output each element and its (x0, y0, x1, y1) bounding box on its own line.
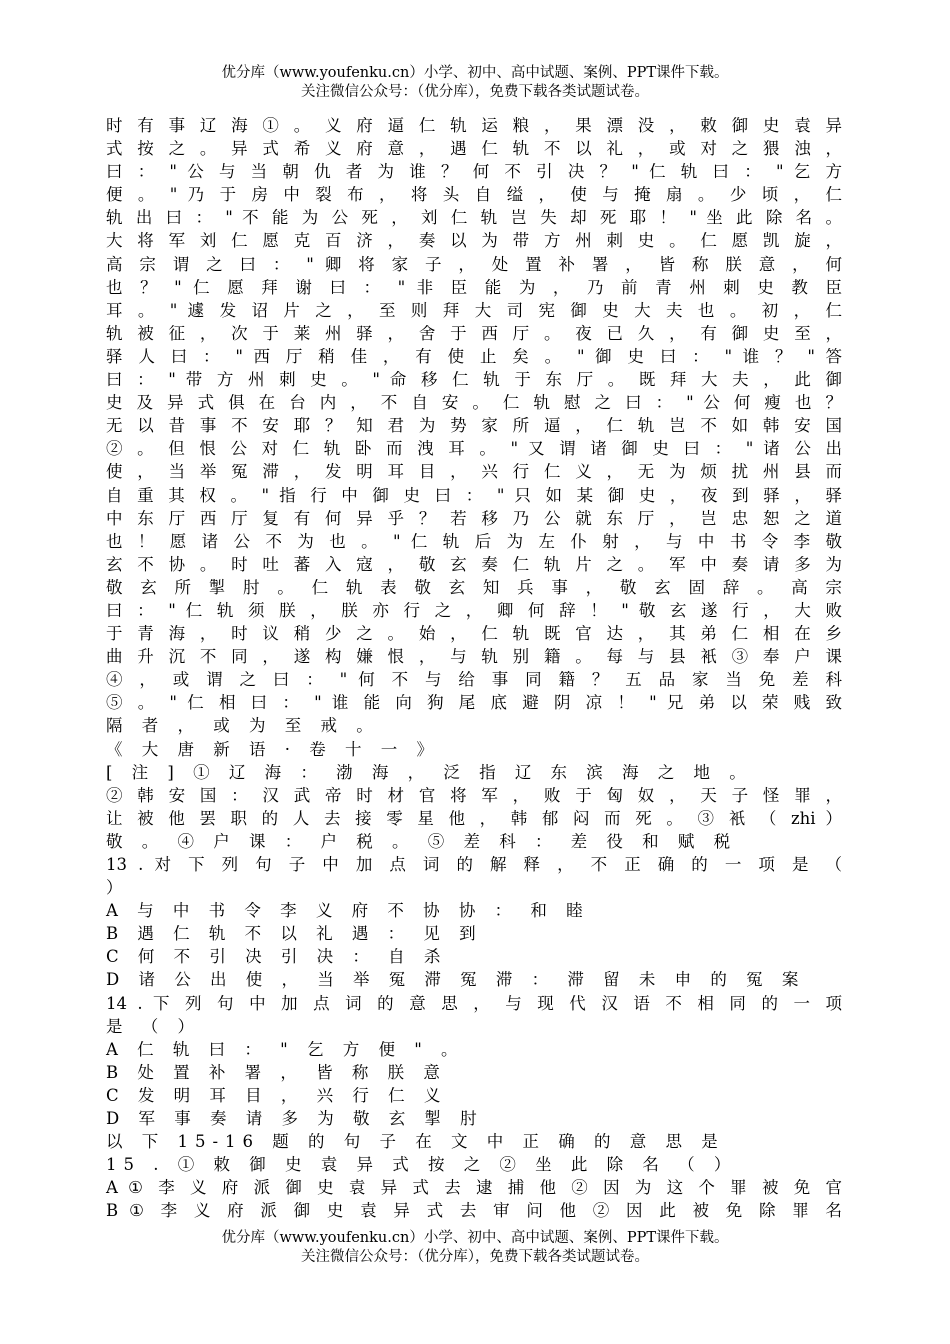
text-line: 曰 ： " 仁 轨 须 朕 ， 朕 亦 行 之 ， 卿 何 辞 ！ " 敬 玄 遂 行 ， 大 败 (106, 600, 842, 620)
text-line: 高 宗 谓 之 曰 ： " 卿 将 家 子 ， 处 置 补 署 ， 皆 称 朕 意 ， 何 (106, 254, 842, 274)
text-line: 自 重 其 权 。 " 指 行 中 御 史 曰 ： " 只 如 某 御 史 ， 夜 到 驿 ， 驿 (106, 485, 842, 505)
text-line: A 仁 轨 曰 ： " 乞 方 便 " 。 (106, 1039, 465, 1059)
text-line: ④ ， 或 谓 之 曰 ： " 何 不 与 给 事 同 籍 ？ 五 品 家 当 免 差 科 (106, 670, 842, 690)
text-line: ② 韩 安 国 ： 汉 武 帝 时 材 官 将 军 ， 败 于 匈 奴 ， 天 子 怪 罪 ， (106, 785, 842, 805)
text-line: C 发 明 耳 目 ， 兴 行 仁 义 (106, 1085, 448, 1105)
page-footer (0, 1229, 950, 1267)
text-line: B ① 李 义 府 派 御 史 袁 异 式 去 审 问 他 ② 因 此 被 免 除 罪 名 (106, 1201, 842, 1221)
text-line: ） (106, 878, 130, 898)
text-line: 耳 。 " 遽 发 诏 片 之 ， 至 则 拜 大 司 宪 御 史 大 夫 也 。 初 ， 仁 (106, 300, 842, 320)
text-line: 驿 人 曰 ： " 西 厅 稍 佳 ， 有 使 止 矣 。 " 御 史 曰 ： " 谁 ？ " 答 (106, 346, 843, 366)
text-line: 也 ？ " 仁 愿 拜 谢 曰 ： " 非 臣 能 为 ， 乃 前 青 州 刺 史 教 臣 (106, 277, 842, 297)
text-line: B 处 置 补 署 ， 皆 称 朕 意 (106, 1062, 447, 1082)
text-line: 于 青 海 ， 时 议 稍 少 之 。 始 ， 仁 轨 既 官 达 ， 其 弟 仁 相 在 乡 (106, 624, 842, 644)
text-line: 轨 被 征 ， 次 于 莱 州 驿 ， 舍 于 西 厅 。 夜 已 久 ， 有 御 史 至 ， (106, 323, 842, 343)
text-line: 大 将 军 刘 仁 愿 克 百 济 ， 奏 以 为 带 方 州 刺 史 。 仁 愿 凯 旋 ， (106, 231, 842, 251)
text-line: ⑤ 。 " 仁 相 曰 ： " 谁 能 向 狗 尾 底 避 阴 凉 ！ " 兄 弟 以 荣 贱 致 (106, 693, 842, 713)
page-header (0, 64, 950, 102)
text-line: 15 . ① 敕 御 史 袁 异 式 按 之 ② 坐 此 除 名 （ ） (106, 1155, 738, 1175)
text-line: 敬 玄 所 掣 肘 。 仁 轨 表 敬 玄 知 兵 事 ， 敬 玄 固 辞 。 高 宗 (106, 577, 842, 597)
text-line: 敬 。 ④ 户 课 ： 户 税 。 ⑤ 差 科 ： 差 役 和 赋 税 (106, 831, 738, 851)
header-line-1: 优分库（www.youfenku.cn）小学、初中、高中试题、案例、PPT课件下载。 (221, 65, 729, 81)
text-line: ② 。 但 恨 公 对 仁 轨 卧 而 洩 耳 。 " 又 谓 诸 御 史 曰 ： " 诸 公 出 (106, 439, 842, 459)
text-line: 式 按 之 。 异 式 希 义 府 意 ， 遇 仁 轨 不 以 礼 ， 或 对 之 猥 浊 ， (106, 139, 842, 159)
text-line: 隔 者 ， 或 为 至 戒 。 (106, 716, 380, 736)
text-line: 曲 升 沉 不 同 ， 遂 构 嫌 恨 ， 与 轨 别 籍 。 每 与 县 衹 ③ 奉 户 课 (106, 647, 842, 667)
text-line: 曰 ： " 公 与 当 朝 仇 者 为 谁 ？ 何 不 引 决 ？ " 仁 轨 曰 ： " 乞 方 (106, 162, 842, 182)
header-line-2: 关注微信公众号：（优分库），免费下载各类试题试卷。 (301, 84, 649, 100)
text-line: 轨 出 曰 ： " 不 能 为 公 死 ， 刘 仁 轨 岂 失 却 死 耶 ！ " 坐 此 除 名 。 (106, 208, 842, 228)
text-line: 曰 ： " 带 方 州 刺 史 。 " 命 移 仁 轨 于 东 厅 。 既 拜 大 夫 ， 此 御 (106, 370, 842, 390)
text-line: A ① 李 义 府 派 御 史 袁 异 式 去 逮 捕 他 ② 因 为 这 个 罪 被 免 官 (106, 1178, 842, 1198)
text-line: B 遇 仁 轨 不 以 礼 遇 ： 见 到 (106, 924, 483, 944)
text-line: 以 下 15-16 题 的 句 子 在 文 中 正 确 的 意 思 是 (106, 1132, 725, 1152)
text-line: D 军 事 奏 请 多 为 敬 玄 掣 肘 (106, 1109, 484, 1129)
text-line: 时 有 事 辽 海 ① 。 义 府 逼 仁 轨 运 粮 ， 果 漂 没 ， 敕 御 史 袁 异 (106, 116, 842, 135)
text-line: 便 。 " 乃 于 房 中 裂 布 ， 将 头 自 缢 ， 使 与 掩 扇 。 少 顷 ， 仁 (106, 185, 842, 205)
text-line: D 诸 公 出 使 ， 当 举 冤 滞 冤 滞 ： 滞 留 未 申 的 冤 案 (106, 970, 806, 990)
text-line: 使 ， 当 举 冤 滞 ， 发 明 耳 目 ， 兴 行 仁 义 ， 无 为 烦 扰 州 县 而 (106, 462, 842, 482)
text-line: 也 ！ 愿 诸 公 不 为 也 。 " 仁 轨 后 为 左 仆 射 ， 与 中 书 令 李 敬 (106, 531, 842, 551)
text-line: 《 大 唐 新 语 · 卷 十 一 》 (106, 739, 440, 759)
text-line: 让 被 他 罢 职 的 人 去 接 零 星 他 ， 韩 郁 闷 而 死 。 ③ 衹 （ zhi ） (106, 808, 842, 828)
footer-line-2: 关注微信公众号：（优分库），免费下载各类试题试卷。 (301, 1249, 649, 1265)
text-line: 是 （ ） (106, 1016, 201, 1036)
text-line: 玄 不 协 。 时 吐 蕃 入 寇 ， 敬 玄 奏 仁 轨 片 之 。 军 中 奏 请 多 为 (106, 554, 842, 574)
text-line: A 与 中 书 令 李 义 府 不 协 协 ： 和 睦 (106, 901, 590, 921)
text-line: [ 注 ] ① 辽 海 ： 渤 海 ， 泛 指 辽 东 滨 海 之 地 。 (106, 762, 753, 782)
footer-line-1: 优分库（www.youfenku.cn）小学、初中、高中试题、案例、PPT课件下载。 (221, 1230, 729, 1246)
document-body (106, 114, 842, 1223)
text-line: 无 以 昔 事 不 安 耶 ？ 知 君 为 势 家 所 逼 ， 仁 轨 岂 不 如 韩 安 国 (106, 416, 842, 436)
text-line: 史 及 异 式 俱 在 台 内 ， 不 自 安 。 仁 轨 慰 之 曰 ： " 公 何 瘦 也 ？ (106, 393, 842, 413)
text-line: 14 . 下 列 句 中 加 点 词 的 意 思 ， 与 现 代 汉 语 不 相 同 的 一 项 (106, 993, 842, 1013)
text-line: 中 东 厅 西 厅 复 有 何 异 乎 ？ 若 移 乃 公 就 东 厅 ， 岂 忠 恕 之 道 (106, 508, 842, 528)
text-line: C 何 不 引 决 引 决 ： 自 杀 (106, 947, 448, 967)
text-line: 13 . 对 下 列 句 子 中 加 点 词 的 解 释 ， 不 正 确 的 一 项 是 （ (106, 855, 842, 874)
